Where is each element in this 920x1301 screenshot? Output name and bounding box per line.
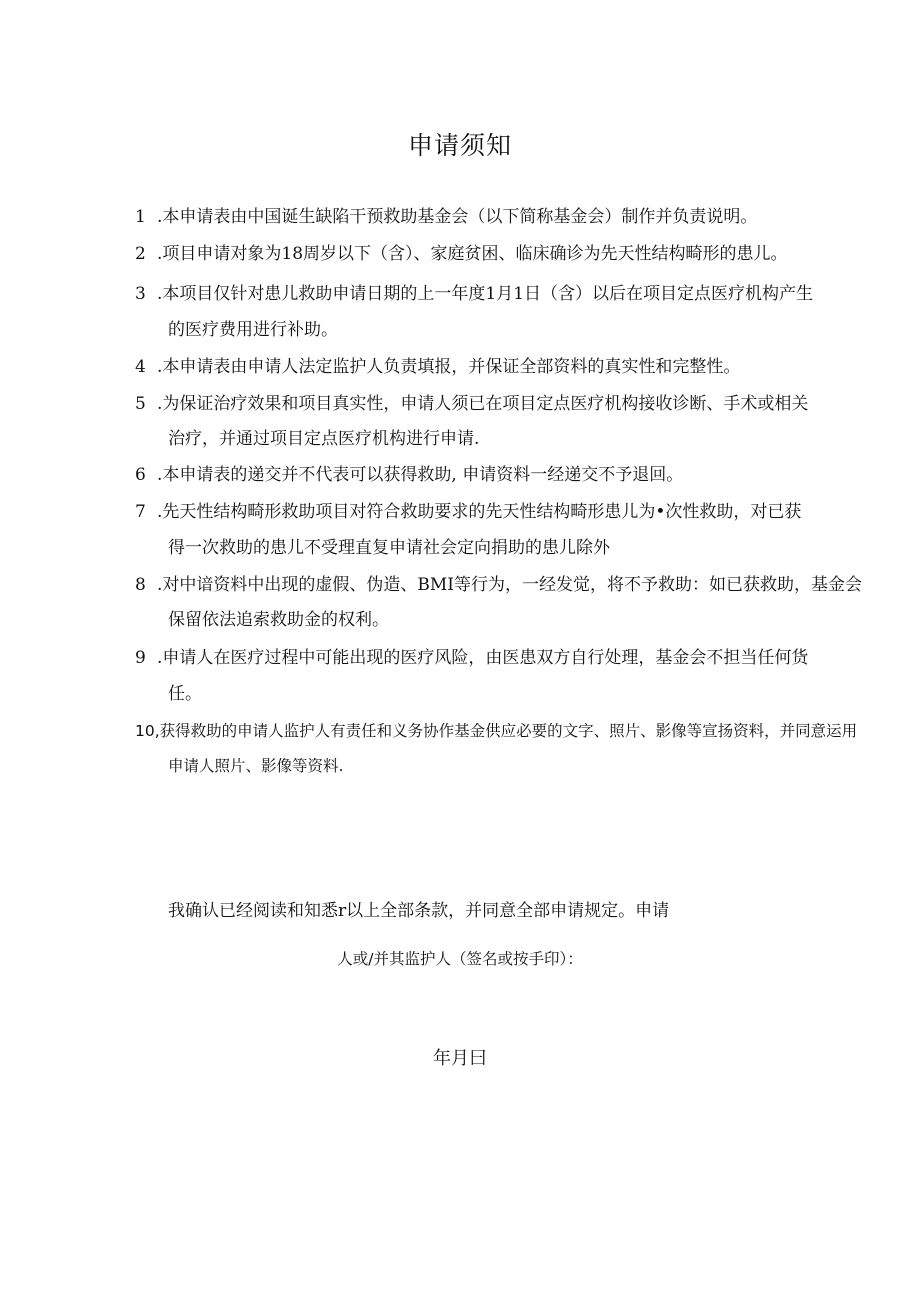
item-number: 3 — [135, 284, 146, 304]
item-text-continued: 保留依法追索救助金的权利。 — [168, 610, 389, 630]
page-title: 申请须知 — [407, 131, 512, 160]
item-text: .本申请表由申请人法定监护人负责填报，并保证全部资料的真实性和完整性。 — [157, 357, 741, 377]
item-text: .先天性结构畸形救助项目对符合救助要求的先天性结构畸形患儿为•次性救助，对已获 — [157, 502, 802, 522]
item-text: .本项目仅针对患儿救助申请日期的上一年度1月1日（含）以后在项目定点医疗机构产生 — [157, 284, 814, 304]
item-number: 1 — [135, 207, 146, 227]
date-label: 年月曰 — [433, 1048, 487, 1069]
item-number: 5 — [135, 394, 146, 414]
item-text-continued: 治疗，并通过项目定点医疗机构进行申请. — [168, 429, 480, 449]
item-text: .本申请表的递交并不代表可以获得救助, 申请资料一经递交不予退回。 — [157, 465, 684, 485]
item-text-continued: 任。 — [168, 684, 202, 704]
item-text: .对中谙资料中出现的虚假、伪造、BMI等行为，一经发觉，将不予救助：如已获救助，基金会 — [157, 575, 863, 595]
item-text-continued: 申请人照片、影像等资料. — [168, 757, 344, 775]
confirmation-statement: 我确认已经阅读和知悉r以上全部条款，并同意全部申请规定。申请 — [168, 901, 670, 921]
item-text: ,获得救助的申请人监护人有责任和义务协作基金供应必要的文字、照片、影像等宣扬资料，并同意运用 — [154, 722, 858, 740]
item-text: .申请人在医疗过程中可能出现的医疗风险，由医患双方自行处理，基金会不担当任何货 — [157, 648, 809, 668]
item-number: 6 — [135, 465, 146, 485]
item-text: .项目申请对象为18周岁以下（含）、家庭贫困、临床确诊为先天性结构畸形的患儿。 — [157, 244, 788, 264]
item-number: 9 — [135, 648, 146, 668]
item-number: 8 — [135, 575, 146, 595]
item-number: 4 — [135, 357, 146, 377]
signature-label: 人或/并其监护人（签名或按手印）： — [337, 950, 583, 968]
item-number: 2 — [135, 244, 146, 264]
item-text: .为保证治疗效果和项目真实性，申请人须已在项目定点医疗机构接收诊断、手术或相关 — [157, 394, 809, 414]
item-number: 10 — [135, 722, 155, 740]
item-text: .本申请表由中国诞生缺陷干预救助基金会（以下简称基金会）制作并负责说明。 — [157, 207, 758, 227]
item-text-continued: 的医疗费用进行补助。 — [168, 320, 338, 340]
item-number: 7 — [135, 502, 146, 522]
item-text-continued: 得一次救助的患儿不受理直复申请社会定向捐助的患儿除外 — [168, 538, 610, 558]
